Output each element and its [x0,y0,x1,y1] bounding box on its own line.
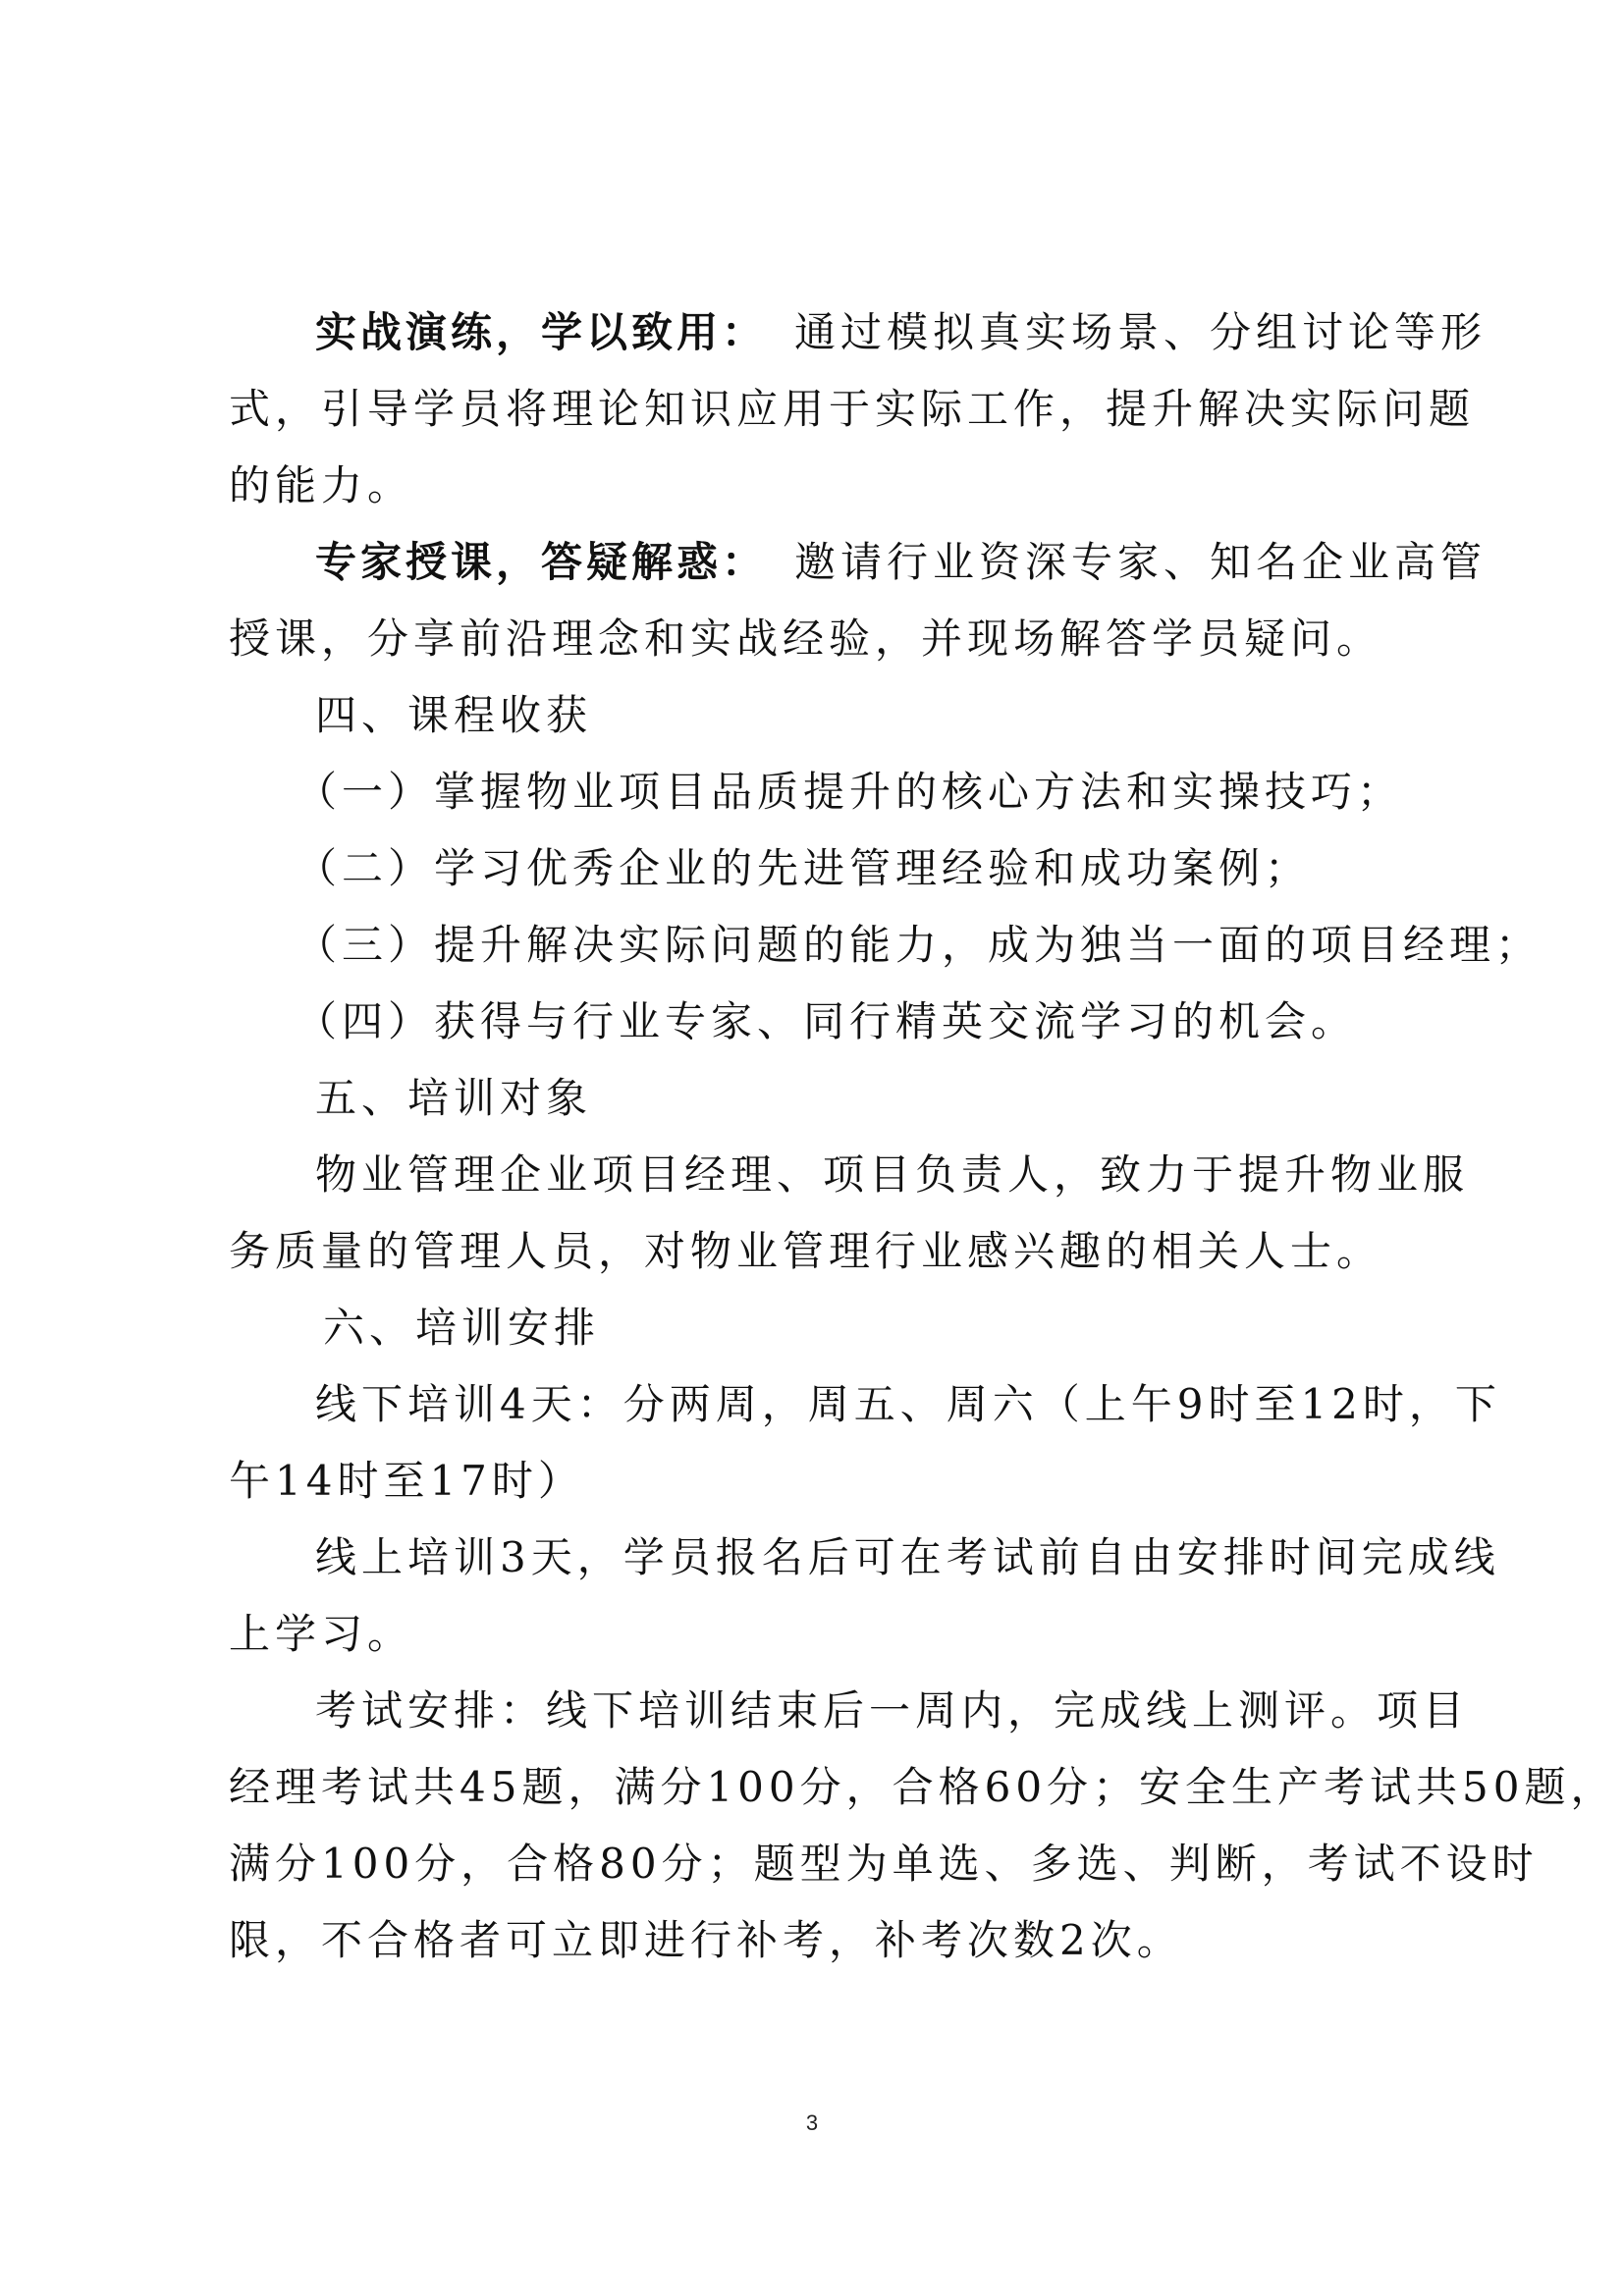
outcome-item-3: （三）提升解决实际问题的能力，成为独当一面的项目经理； [296,921,1543,969]
outcome-item-4: （四）获得与行业专家、同行精英交流学习的机会。 [296,997,1358,1045]
online-training-line-1: 线上培训3天，学员报名后可在考试前自由安排时间完成线 [315,1533,1500,1581]
expert-heading: 专家授课，答疑解惑： [315,538,768,586]
section-4-title: 四、课程收获 [315,691,593,739]
page-number: 3 [805,2110,819,2135]
audience-line-2: 务质量的管理人员，对物业管理行业感兴趣的相关人士。 [229,1227,1383,1275]
audience-line-1: 物业管理企业项目经理、项目负责人，致力于提升物业服 [315,1150,1470,1199]
practice-text-1: 通过模拟真实场景、分组讨论等形 [794,308,1488,356]
expert-paragraph-line-2: 授课，分享前沿理念和实战经验，并现场解答学员疑问。 [229,614,1383,663]
practice-paragraph-line-3: 的能力。 [229,461,414,509]
expert-text-1: 邀请行业资深专家、知名企业高管 [794,538,1488,586]
outcome-item-2: （二）学习优秀企业的先进管理经验和成功案例； [296,844,1312,892]
exam-line-2: 经理考试共45题，满分100分，合格60分；安全生产考试共50题， [229,1763,1617,1811]
outcome-item-1: （一）掌握物业项目品质提升的核心方法和实操技巧； [296,768,1404,816]
exam-line-4: 限，不合格者可立即进行补考，补考次数2次。 [229,1916,1183,1964]
section-6-title: 六、培训安排 [323,1304,601,1352]
expert-paragraph-line-1 [229,524,1488,601]
exam-line-1: 考试安排：线下培训结束后一周内，完成线上测评。项目 [315,1686,1470,1735]
section-5-title: 五、培训对象 [315,1074,593,1122]
offline-training-line-1: 线下培训4天：分两周，周五、周六（上午9时至12时，下 [315,1380,1501,1428]
practice-paragraph-line-1 [229,294,1488,371]
online-training-line-2: 上学习。 [229,1610,414,1658]
exam-line-3: 满分100分，合格80分；题型为单选、多选、判断，考试不设时 [229,1840,1539,1888]
page-content [229,294,1617,1979]
practice-heading: 实战演练，学以致用： [315,308,768,356]
practice-paragraph-line-2: 式，引导学员将理论知识应用于实际工作，提升解决实际问题 [229,385,1476,433]
offline-training-line-2: 午14时至17时） [229,1457,584,1505]
